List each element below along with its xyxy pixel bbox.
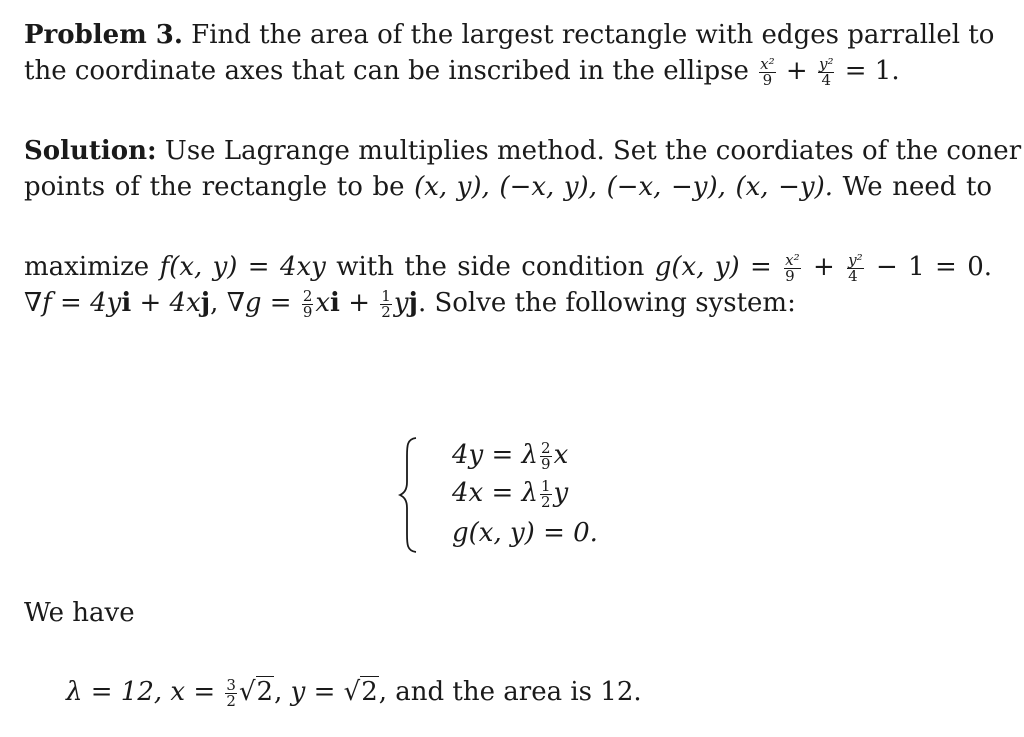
ellipse-x-fraction: $\frac{\text{x²}}{9}$ bbox=[760, 54, 775, 89]
grad-g-fraction-2: $\frac{1}{2}$ bbox=[381, 286, 391, 321]
constraint-y-fraction: $\frac{\text{y²}}{4}$ bbox=[848, 250, 863, 285]
corner-1: (x, y), bbox=[414, 172, 490, 202]
solution-line-3: maximize f(x, y) = 4xy with the side condition g(x, y) = $\frac{\text{x²}}{9}$ + $\frac{\text{y²}}{4}$ − 1 = 0. bbox=[24, 250, 993, 285]
system-row-1: 4y = λ $\frac{2}{9}$ x bbox=[452, 438, 569, 473]
corner-4: (x, −y). bbox=[735, 172, 834, 202]
left-brace bbox=[398, 436, 418, 554]
solution-label: Solution: bbox=[24, 136, 157, 166]
corner-2: (−x, y), bbox=[499, 172, 597, 202]
solution-line-4: ∇f = 4yi + 4xj, ∇g = $\frac{2}{9}$ xi + $\frac{1}{2}$ yj. Solve the following system: bbox=[24, 286, 796, 321]
lambda-value: λ = 12, bbox=[66, 677, 163, 707]
solution-line-1 bbox=[24, 134, 1022, 168]
objective-function: f(x, y) = 4xy bbox=[159, 252, 326, 282]
solution-line-2: points of the rectangle to be (x, y), (−x, y), (−x, −y), (x, −y). We need to bbox=[24, 172, 993, 202]
problem-text-2: the coordinate axes that can be inscribed in the ellipse bbox=[24, 56, 749, 86]
grad-g: ∇g = bbox=[226, 288, 292, 318]
grad-f: ∇f = 4y bbox=[24, 288, 122, 318]
equation-system bbox=[398, 436, 658, 554]
problem-label: Problem 3 bbox=[24, 20, 174, 50]
x-value-fraction: $\frac{3}{2}$ bbox=[226, 675, 236, 710]
ellipse-y-fraction: $\frac{\text{y²}}{4}$ bbox=[818, 54, 834, 89]
constraint-x-fraction: $\frac{\text{x²}}{9}$ bbox=[785, 250, 800, 285]
system-row-3: g(x, y) = 0. bbox=[452, 518, 598, 548]
y-value-sqrt: √2 bbox=[343, 677, 378, 707]
corner-3: (−x, −y), bbox=[606, 172, 726, 202]
problem-line-2: the coordinate axes that can be inscribed in the ellipse $\frac{\text{x²}}{9}$ + $\frac{\text{y²}}{4}$ = 1. bbox=[24, 54, 900, 89]
system-fraction-2: $\frac{1}{2}$ bbox=[541, 476, 551, 511]
problem-text: Find the area of the largest rectangle with edges parrallel to bbox=[191, 20, 995, 50]
grad-g-fraction-1: $\frac{2}{9}$ bbox=[302, 286, 313, 321]
we-have-line: We have bbox=[24, 598, 135, 628]
solution-text-1: Use Lagrange multiplies method. Set the coordiates of the coner bbox=[164, 136, 1022, 166]
result-line: λ = 12, x = $\frac{3}{2}$ √2, y = √2, and the area is 12. bbox=[66, 675, 642, 710]
system-row-2: 4x = λ $\frac{1}{2}$ y bbox=[452, 476, 569, 511]
x-value-sqrt: √2 bbox=[238, 677, 274, 707]
area-result: , and the area is 12. bbox=[378, 677, 642, 707]
system-fraction-1: $\frac{2}{9}$ bbox=[541, 438, 551, 473]
ellipse-rhs: = 1. bbox=[844, 56, 900, 86]
constraint-lhs: g(x, y) = bbox=[654, 252, 772, 282]
problem-line-1: Problem 3. Find the area of the largest rectangle with edges parrallel to bbox=[24, 20, 995, 50]
